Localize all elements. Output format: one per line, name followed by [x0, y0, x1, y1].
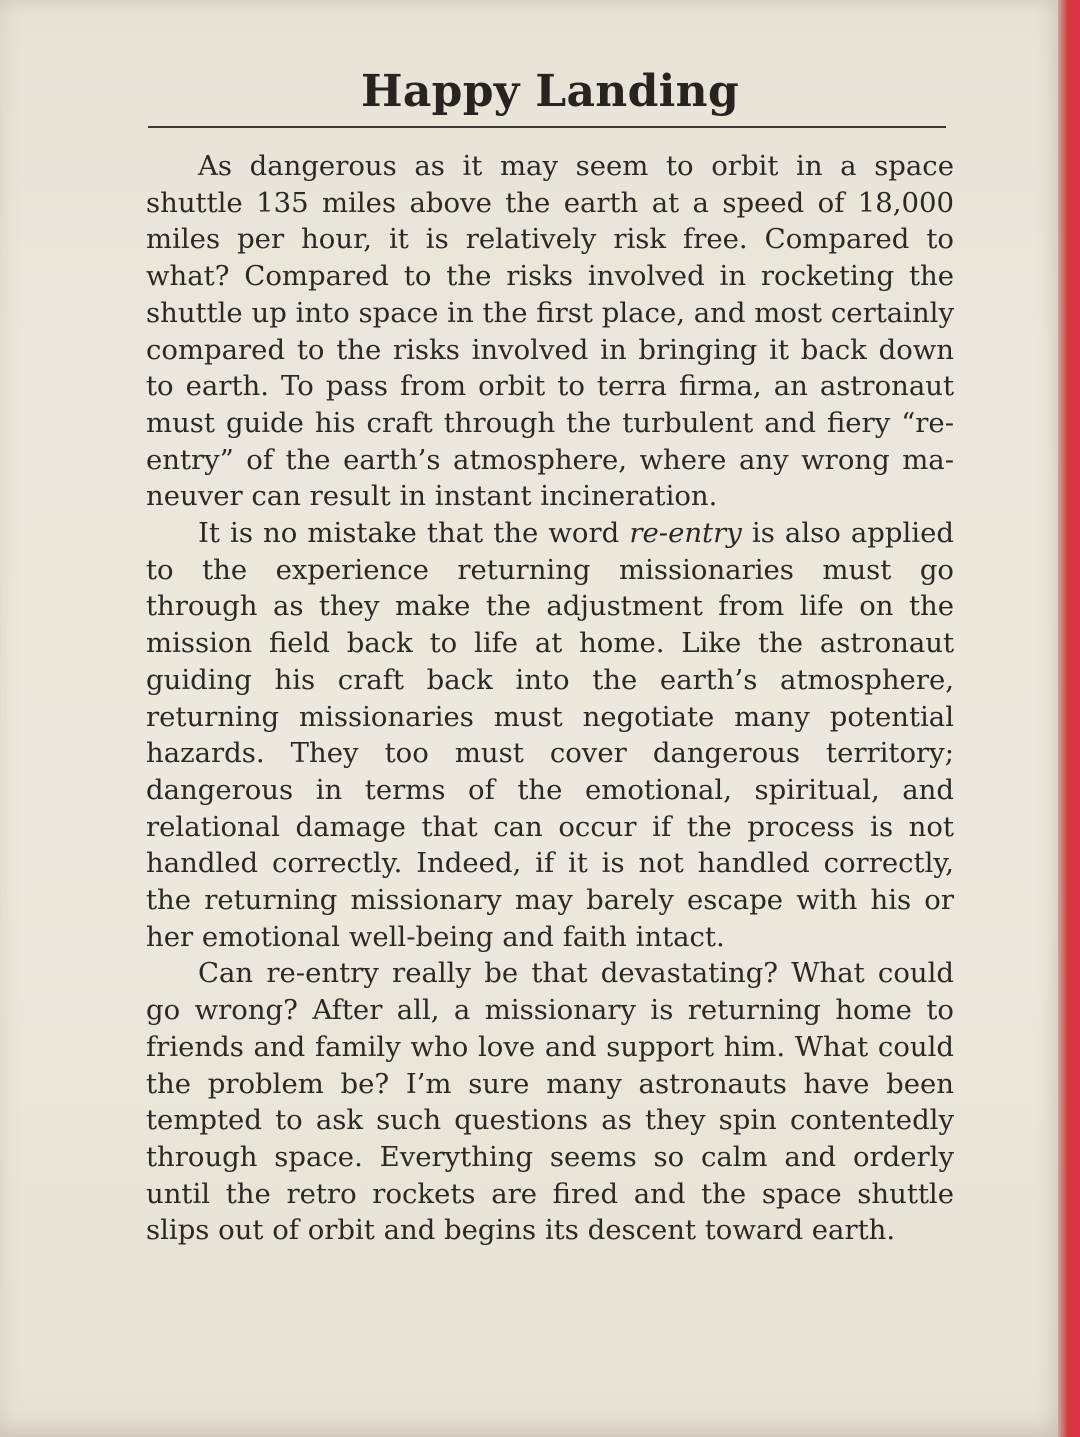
paragraph-1: As dangerous as it may seem to orbit in a space shuttle 135 miles above the earth at a speed of 18,000 miles per hour, it is relatively risk free. Compared to what? Compared to the risks involved in rocketing the shuttle up into space in the first place, and most certainly compared to the risks involved in bringing it back down to earth. To pass from orbit to terra firma, an astronaut must guide his craft through the turbulent and fiery “re-entry” of the earth’s atmosphere, where any wrong maneuver can result in instant incineration.	[146, 150, 954, 513]
paragraph-2	[146, 515, 954, 955]
paragraph-3: Can re-entry really be that devastating? What could go wrong? After all, a missionary is returning home to friends and family who love and support him. What could the problem be? I’m sure many astronauts have been tempted to ask such questions as they spin contentedly through space. Everything seems so calm and orderly until the retro rockets are fired and the space shuttle slips out of orbit and begins its descent toward earth.	[146, 957, 954, 1247]
chapter-body	[146, 148, 954, 1249]
paragraph-2-emphasis: re-entry	[629, 517, 742, 550]
paragraph-2-lead: It is no mistake that the word	[198, 517, 630, 550]
chapter-title: Happy Landing	[360, 66, 740, 117]
paragraph-2-rest: is also applied to the experience returning missionaries must go through as they make the adjustment from life on the mission field back to life at home. Like the astronaut guiding his craft back into the earth’s atmosphere, returning missionaries must negotiate many potential hazards. They too must cover dangerous territory; dangerous in terms of the emotional, spiritual, and relational damage that can occur if the process is not handled correctly. Indeed, if it is not handled correctly, the returning missionary may barely escape with his or her emotional well-being and faith intact.	[146, 517, 954, 953]
title-divider	[148, 126, 946, 128]
book-edge	[1058, 0, 1080, 1437]
